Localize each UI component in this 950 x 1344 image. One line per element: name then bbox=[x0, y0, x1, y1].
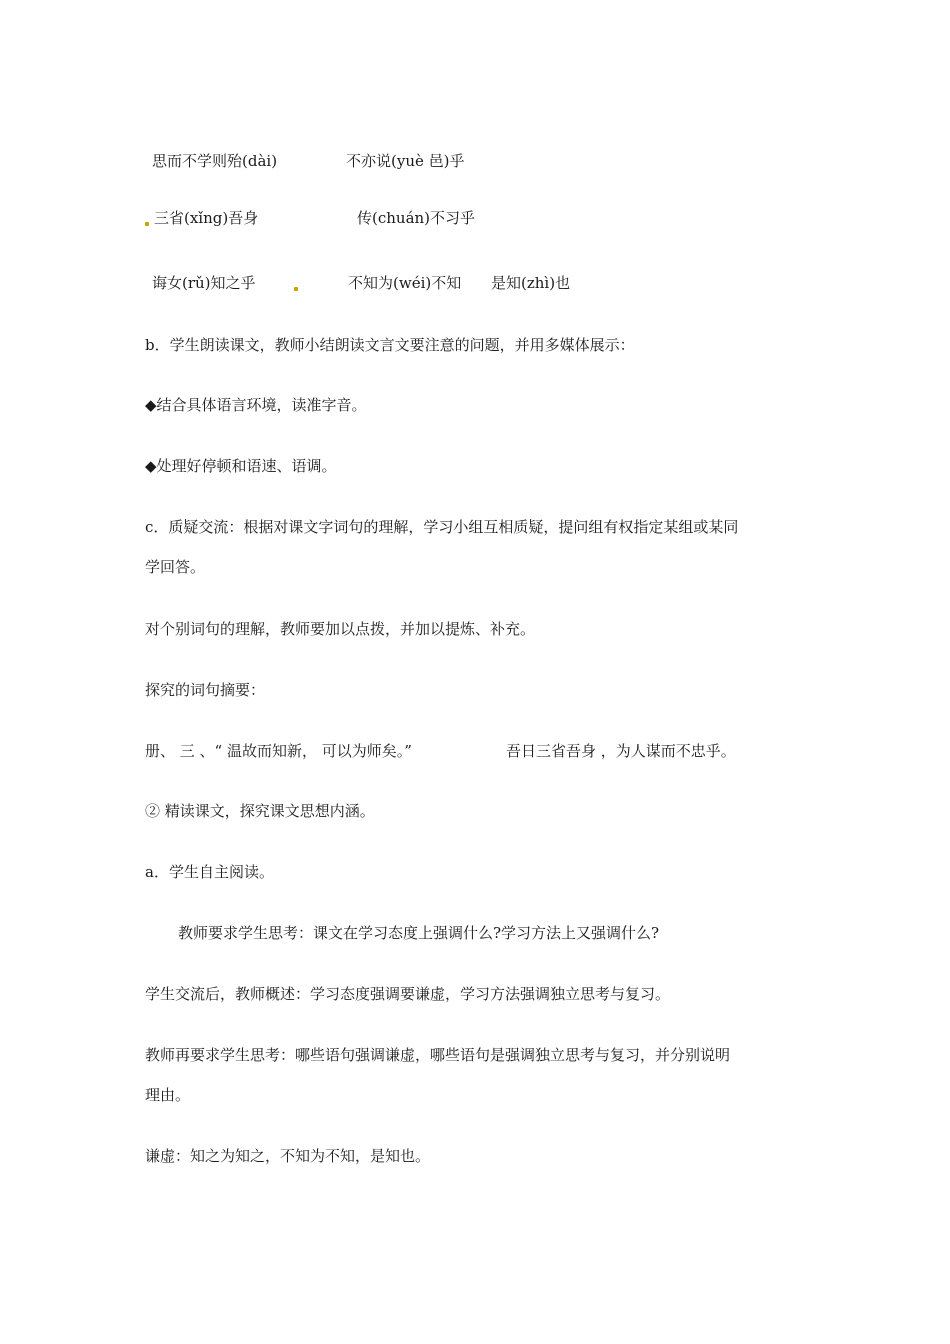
vocab-row2-right: 传(chuán)不习乎 bbox=[357, 209, 476, 227]
paragraph-b: b．学生朗读课文，教师小结朗读文言文要注意的问题，并用多媒体展示： bbox=[145, 336, 635, 354]
summary-items-left: 册、 三 、“ 温故而知新， 可以为师矣。” bbox=[145, 742, 412, 760]
summary-title: 探究的词句摘要： bbox=[145, 681, 266, 699]
step-2-heading: ② 精读课文，探究课文思想内涵。 bbox=[145, 802, 375, 820]
paragraph-exchange: 学生交流后，教师概述：学习态度强调要谦虚，学习方法强调独立思考与复习。 bbox=[145, 985, 671, 1003]
paragraph-think: 教师要求学生思考：课文在学习态度上强调什么?学习方法上又强调什么? bbox=[178, 924, 660, 942]
vocab-row2-left: 三省(xǐng)吾身 bbox=[154, 209, 259, 227]
marker-dot bbox=[145, 222, 149, 226]
paragraph-humble: 谦虚：知之为知之，不知为不知，是知也。 bbox=[145, 1147, 431, 1165]
summary-items-right: 吾日三省吾身 ，为人谋而不忠乎。 bbox=[506, 742, 736, 760]
paragraph-teacher: 对个别词句的理解，教师要加以点拨，并加以提炼、补充。 bbox=[145, 620, 536, 638]
vocab-row3-right: 是知(zhì)也 bbox=[491, 274, 571, 292]
marker-dot bbox=[294, 287, 298, 291]
vocab-row3-left: 诲女(rǔ)知之乎 bbox=[152, 274, 256, 292]
paragraph-again-line1: 教师再要求学生思考：哪些语句强调谦虚，哪些语句是强调独立思考与复习，并分别说明 bbox=[145, 1046, 731, 1064]
paragraph-again-line2: 理由。 bbox=[145, 1086, 191, 1104]
paragraph-c-line1: c．质疑交流：根据对课文字词句的理解，学习小组互相质疑，提问组有权指定某组或某同 bbox=[145, 518, 739, 536]
bullet-item: ◆结合具体语言环境，读准字音。 bbox=[145, 396, 367, 414]
vocab-row3-middle: 不知为(wéi)不知 bbox=[348, 274, 462, 292]
paragraph-c-line2: 学回答。 bbox=[145, 558, 206, 576]
bullet-item: ◆处理好停顿和语速、语调。 bbox=[145, 457, 337, 475]
vocab-row1-right: 不亦说(yuè 邑)乎 bbox=[346, 152, 465, 170]
paragraph-a: a．学生自主阅读。 bbox=[145, 863, 274, 881]
vocab-row1-left: 思而不学则殆(dài) bbox=[152, 152, 278, 170]
